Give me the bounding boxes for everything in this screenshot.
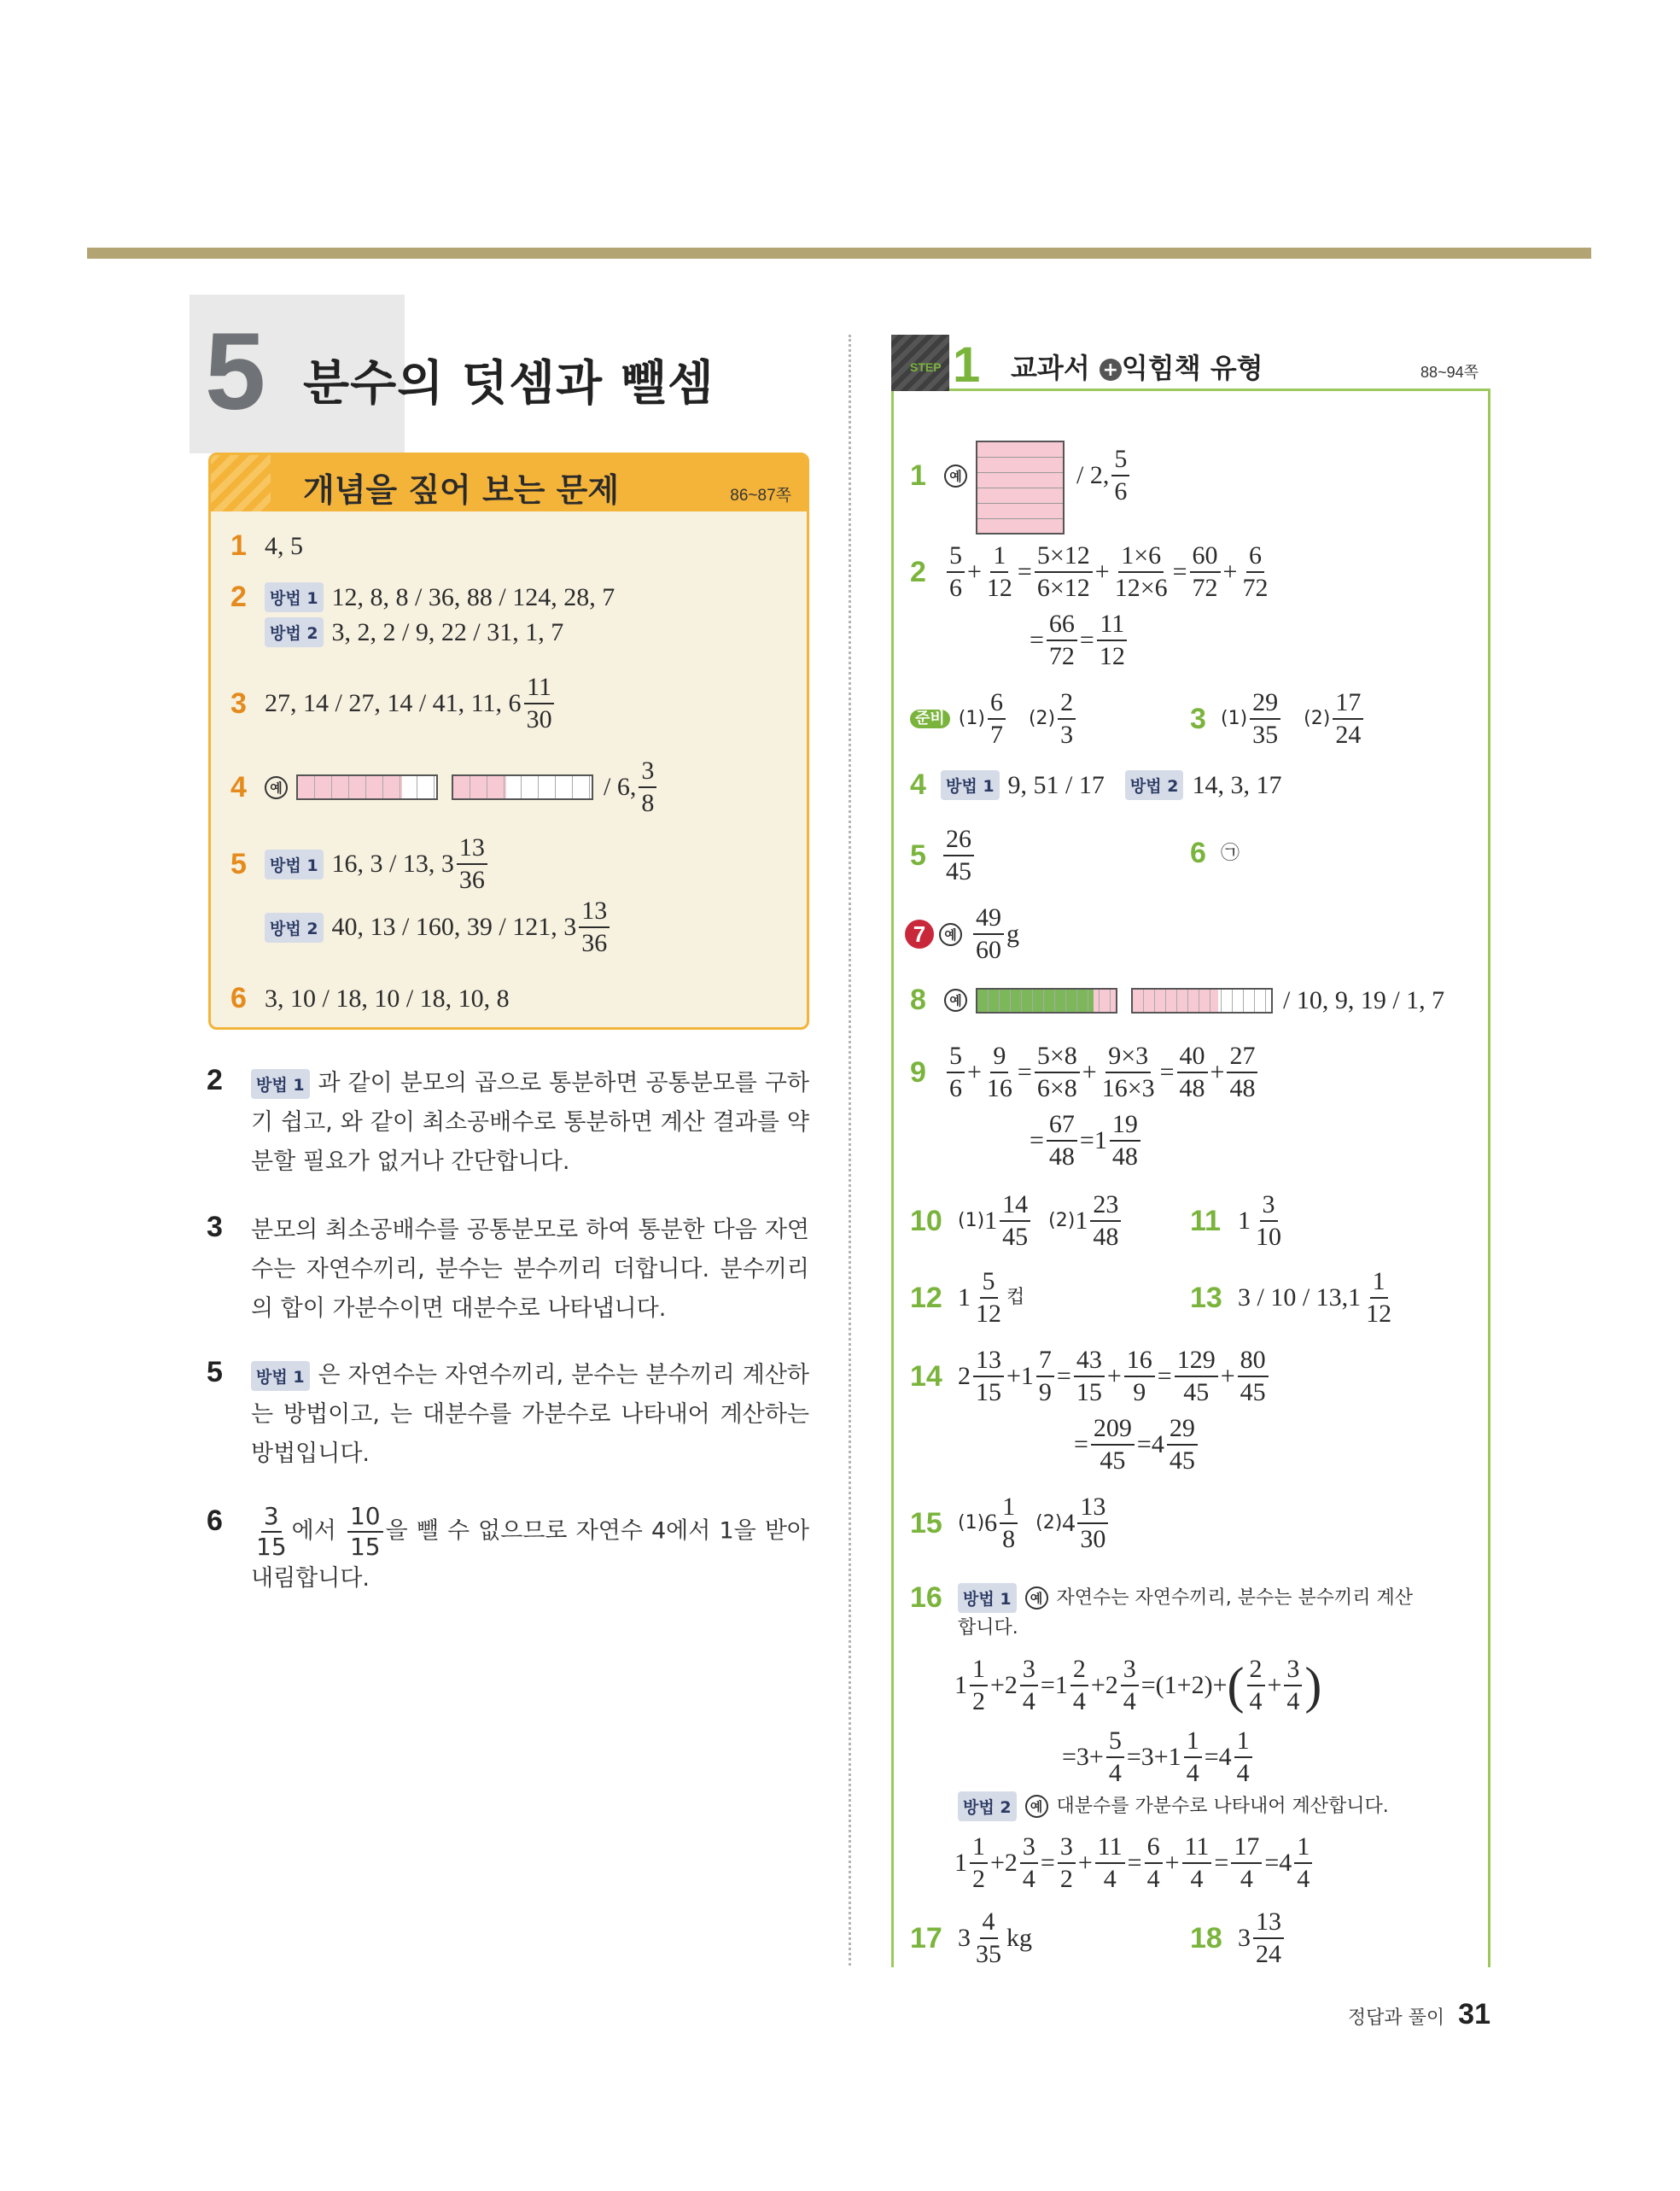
top-rule (87, 248, 1591, 259)
answer-7: 7 예 $\frac{49}{60}$ g (905, 905, 1019, 963)
answer-14: 14 2 $\frac{13}{15}$ +1 $\frac{7}{9}$ = $\frac{43}{15}$ + $\frac{16}{9}$ = $\frac{129}{45}$ + $\frac{80}{45}$ (910, 1347, 1271, 1405)
method-1-tag: 방법 1 (265, 582, 324, 612)
fraction-bar-4 (1131, 988, 1273, 1014)
concept-pages: 86~87쪽 (730, 487, 791, 505)
answer-18: 18 3 $\frac{13}{24}$ (1190, 1909, 1286, 1967)
answer-8: 8 예 / 10, 9, 19 / 1, 7 (910, 984, 1445, 1016)
answer-4: 4 방법 1 9, 51 / 17 방법 2 14, 3, 17 (910, 768, 1282, 801)
concept-q2-m2: 방법 2 3, 2, 2 / 9, 22 / 31, 1, 7 (265, 617, 563, 647)
chapter-number: 5 (205, 311, 266, 433)
concept-q6: 6 3, 10 / 18, 10 / 18, 10, 8 (230, 982, 510, 1014)
concept-title: 개념을 짚어 보는 문제 (303, 471, 620, 509)
page-footer (1348, 1998, 1490, 2031)
plus-icon: + (1100, 359, 1122, 381)
fraction-grid (976, 441, 1065, 535)
answer-3: 3 (1) $\frac{29}{35}$ (2) $\frac{17}{24}$ (1190, 690, 1366, 748)
answer-9: 9 $\frac{5}{6}$ + $\frac{9}{16}$ = $\frac{5\times 8}{6\times 8}$ + $\frac{9\times 3}{16\times 3}$ = $\frac{40}{48}$ + $\frac{27}{48}$ (910, 1043, 1260, 1101)
answer-2: 2 $\frac{5}{6}$ + $\frac{1}{12}$ = $\frac{5\times 12}{6\times 12}$ + $\frac{1\times 6}{12\times 6}$ = $\frac{60}{72}$ + $\frac{6}{72}$ (910, 541, 1269, 602)
example-mark: 예 (265, 776, 288, 799)
concept-q1: 1 4, 5 (230, 529, 303, 562)
step-header: STEP 1 교과서 + 익힘책 유형 88~94쪽 (891, 335, 1490, 391)
explanation-6: 6 $\frac{3}{15}$ 에서 $\frac{10}{15}$ 을 뺄 수 없으므로 자연수 4에서 1을 받아내림합니다. (207, 1502, 809, 1592)
fraction-bar-3 (976, 988, 1117, 1014)
answer-6: 6 ㉠ (1190, 837, 1240, 869)
answer-12: 12 1 $\frac{5}{12}$ 컵 (910, 1267, 1025, 1328)
answer-16-m2: 방법 2 예 대분수를 가분수로 나타내어 계산합니다. (958, 1791, 1389, 1821)
fraction-bar-1 (296, 774, 438, 800)
footer-text: 정답과 풀이 (1347, 2007, 1445, 2029)
answer-prep: 준비 (1) $\frac{6}{7}$ (2) $\frac{2}{3}$ (910, 690, 1078, 748)
method-2-tag: 방법 2 (265, 617, 324, 647)
explanation-3: 3 분모의 최소공배수를 공통분모로 하여 통분한 다음 자연수는 자연수끼리, 분수는 분수끼리 더합니다. 분수끼리의 합이 가분수이면 대분수로 나타냅니다. (207, 1211, 809, 1322)
concept-q2-m1: 2 방법 1 12, 8, 8 / 36, 88 / 124, 28, 7 (230, 581, 615, 613)
answer-17: 17 3 $\frac{4}{35}$ kg (910, 1908, 1032, 1968)
header-stripe (211, 455, 271, 511)
concept-q5-m2: 방법 2 40, 13 / 160, 39 / 121, 3 $\frac{13}{36}$ (265, 898, 612, 956)
column-divider (849, 335, 851, 1966)
smile-icon: 7 (905, 920, 934, 949)
chapter-title: 분수의 덧셈과 뺄셈 (303, 356, 715, 412)
answer-11: 11 1 $\frac{3}{10}$ (1190, 1190, 1281, 1251)
page-number: 31 (1458, 1998, 1490, 2030)
concept-header (211, 455, 807, 511)
answer-10: 10 (1) 1 $\frac{14}{45}$ (2) 1 $\frac{23}{48}$ (910, 1192, 1123, 1250)
concept-q5-m1: 5 방법 1 16, 3 / 13, 3 $\frac{13}{36}$ (230, 835, 490, 893)
explanation-2: 2 방법 1 과 같이 분모의 곱으로 통분하면 공통분모를 구하기 쉽고, 와 같이 최소공배수로 통분하면 계산 결과를 약분할 필요가 없거나 간단합니다. (207, 1064, 809, 1175)
answer-13: 13 3 / 10 / 13, 1 $\frac{1}{12}$ (1190, 1267, 1392, 1328)
answer-15: 15 (1) 6 $\frac{1}{8}$ (2) 4 $\frac{13}{30}$ (910, 1494, 1111, 1552)
answer-16-m1: 16 방법 1 예 자연수는 자연수끼리, 분수는 분수끼리 계산 (910, 1581, 1414, 1614)
answer-5: 5 $\frac{26}{45}$ (910, 827, 977, 885)
answer-1: 1 예 / 2, $\frac{5}{6}$ (910, 417, 1132, 535)
concept-q4: 4 예 / 6, $\frac{3}{8}$ (230, 758, 659, 816)
concept-q3: 3 27, 14 / 27, 14 / 41, 11, 6 $\frac{11}{30}$ (230, 675, 557, 733)
explanation-5: 5 방법 1 은 자연수는 자연수끼리, 분수는 분수끼리 계산하는 방법이고, 는 대분수를 가분수로 나타내어 계산하는 방법입니다. (207, 1356, 809, 1467)
fraction-bar-2 (452, 774, 593, 800)
